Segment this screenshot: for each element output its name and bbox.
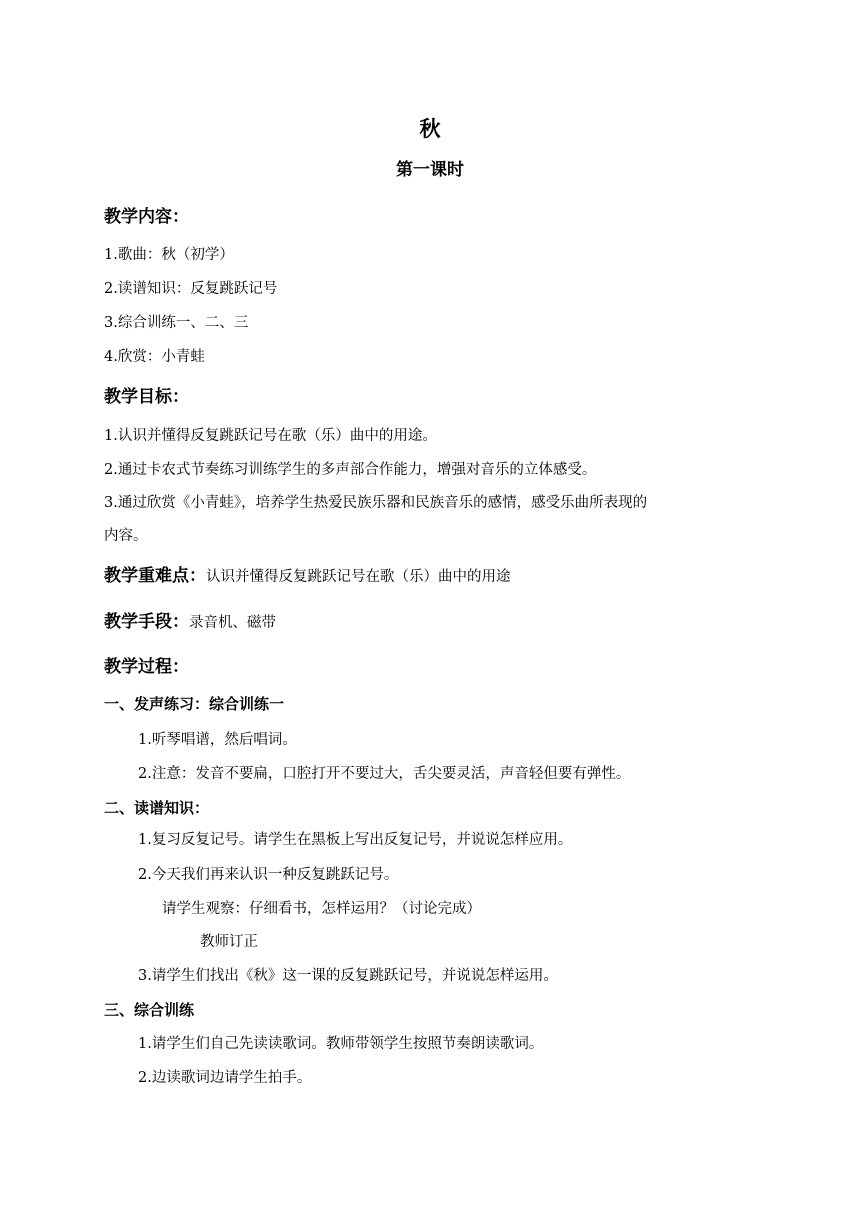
goal-item: 2.通过卡农式节奏练习训练学生的多声部合作能力，增强对音乐的立体感受。: [104, 462, 597, 478]
goal-item-continued: 内容。: [104, 528, 148, 544]
key-points-value: 认识并懂得反复跳跃记号在歌（乐）曲中的用途: [206, 569, 511, 585]
key-points-label: 教学重难点：: [104, 566, 206, 586]
means-value: 录音机、磁带: [189, 615, 276, 631]
process-line: 2.注意：发音不要扁，口腔打开不要过大，舌尖要灵活，声音轻但要有弹性。: [138, 766, 631, 782]
process-section-title: 二、读谱知识：: [104, 799, 210, 817]
process-heading: 教学过程：: [104, 657, 189, 677]
goal-item: 1.认识并懂得反复跳跃记号在歌（乐）曲中的用途。: [104, 428, 437, 444]
document-title: 秋: [419, 116, 441, 141]
goals-heading: 教学目标：: [104, 387, 189, 407]
content-item: 3.综合训练一、二、三: [104, 315, 249, 331]
content-item: 4.欣赏：小青蛙: [104, 349, 205, 365]
process-line: 1.复习反复记号。请学生在黑板上写出反复记号，并说说怎样应用。: [138, 832, 573, 848]
process-line: 2.今天我们再来认识一种反复跳跃记号。: [138, 867, 399, 883]
process-line: 1.听琴唱谱，然后唱词。: [138, 732, 297, 748]
process-line: 3.请学生们找出《秋》这一课的反复跳跃记号，并说说怎样运用。: [138, 968, 558, 984]
content-item: 2.读谱知识：反复跳跃记号: [104, 281, 278, 297]
content-heading: 教学内容：: [104, 207, 189, 227]
means-line: [104, 614, 276, 631]
lesson-subtitle: 第一课时: [396, 160, 464, 180]
process-section-title: 三、综合训练: [104, 1001, 195, 1019]
process-line: 2.边读歌词边请学生拍手。: [138, 1070, 312, 1086]
process-line: 教师订正: [200, 934, 258, 950]
process-line: 请学生观察：仔细看书，怎样运用？（讨论完成）: [162, 901, 481, 917]
process-line: 1.请学生们自己先读读歌词。教师带领学生按照节奏朗读歌词。: [138, 1036, 544, 1052]
goal-item: 3.通过欣赏《小青蛙》，培养学生热爱民族乐器和民族音乐的感情，感受乐曲所表现的: [104, 495, 648, 511]
process-section-title: 一、发声练习：综合训练一: [104, 695, 285, 713]
key-points-line: [104, 568, 511, 585]
content-item: 1.歌曲：秋（初学）: [104, 247, 234, 263]
means-label: 教学手段：: [104, 612, 189, 632]
